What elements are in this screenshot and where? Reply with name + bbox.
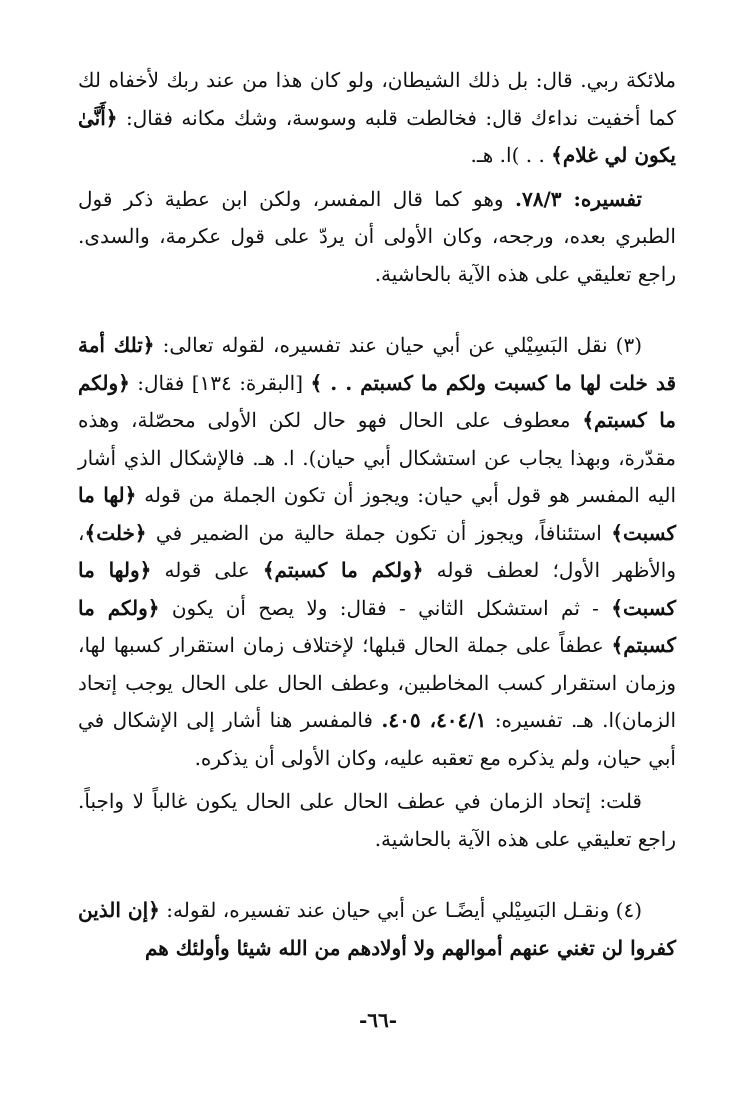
footnote-3-text: معطوف على الحال فهو حال لكن الأولى محصّلة، وهذه مقدّرة، وبهذا يجاب عن استشكال أبي حيان). ا. هـ. فالإشكال الذي أشار اليه المفسر هو قول أبي حيان: ويجوز أن تكون الجملة من قوله [78, 408, 677, 507]
quran-quote: ﴿تلك أمة قد خلت لها ما كسبت ولكم ما كسبتم . . ﴾ [78, 333, 677, 395]
footnote-3-text: ، والأظهر الأول؛ لعطف قوله [78, 520, 676, 582]
note-a-line-2: لك كما أخفيت نداءك قال: فخالطت قلبه وسوسة، وشك مكانه فقال: [78, 68, 676, 130]
page-reference: ٤٠٤/١، ٤٠٥. [381, 708, 487, 732]
footnote-3-text: - ثم استشكل الثاني - فقال: ولا يصح أن يكون [159, 595, 612, 620]
footnote-3-text: على قوله [151, 558, 263, 582]
footnote-3-text: فالمفسر هنا أشار إلى الإشكال في أبي حيان، ولم يذكره مع تعقبه عليه، وكان الأولى أن يذكره. [78, 708, 676, 770]
quran-quote: ﴿ولها ما كسبت﴾ [78, 558, 676, 620]
page-number: -٦٦- [358, 1008, 398, 1032]
quran-quote: ﴿ولكم ما كسبتم﴾ [78, 595, 676, 657]
author-remark-paragraph [78, 783, 676, 858]
quran-quote: ﴿أَنَّىٰ يكون لي غلام﴾ [78, 105, 676, 167]
page-body [78, 62, 676, 967]
footnote-3-intro: (٣) نقل البَسِيْلي عن أبي حيان عند تفسيره، لقوله تعالى: [154, 333, 643, 357]
quran-quote: ﴿خلت﴾ [84, 520, 147, 545]
note-continuation-paragraph [78, 62, 676, 175]
quran-quote: ﴿لها ما كسبت﴾ [78, 483, 676, 545]
spacer [78, 293, 676, 327]
note-a-line-3-tail: . . )ا. هـ. [470, 143, 552, 167]
spacer [78, 858, 676, 892]
footnote-3 [78, 327, 676, 777]
quran-quote: ﴿ولكم ما كسبتم﴾ [262, 558, 424, 582]
quran-quote: ﴿ولكم ما كسبتم﴾ [78, 370, 676, 432]
footnote-4 [78, 892, 676, 967]
footnote-3-text: استئنافاً، ويجوز أن تكون جملة حالية من الضمير في [146, 520, 612, 545]
surah-reference: [البقرة: ١٣٤] فقال: [129, 370, 311, 395]
footnote-4-intro: (٤) ونقـل البَسِيْلي أيضًـا عن أبي حيان عند تفسيره، لقوله: [159, 898, 642, 922]
quran-quote: ﴿إن الذين كفروا لن تغني عنهم أموالهم ولا أولادهم من الله شيئا وأولئك هم [78, 898, 676, 960]
note-a-line-1: ملائكة ربي. قال: بل ذلك الشيطان، ولو كان هذا من عند ربك لأخفاه [108, 68, 676, 92]
tafsir-note-text: وهو كما قال المفسر، ولكن ابن عطية ذكر قول الطبري بعده، ورجحه، وكان الأولى أن يردّ على قول عكرمة، والسدى. راجع تعليقي على هذه الآية بالحاشية. [78, 186, 676, 286]
tafsir-reference: تفسيره: ٧٨/٣. [514, 186, 642, 211]
author-remark-text: قلت: إتحاد الزمان في عطف الحال على الحال يكون غالباً لا واجباً. راجع تعليقي على هذه الآية بالحاشية. [78, 789, 676, 851]
tafsir-note-paragraph [78, 181, 676, 294]
footnote-3-text: عطفاً على جملة الحال قبلها؛ لإختلاف زمان استقرار كسبها لها، وزمان استقرار كسب المخاطبين، وعطف الحال على الحال يوجب إتحاد الزمان)ا. هـ. تفسيره: [78, 633, 677, 732]
